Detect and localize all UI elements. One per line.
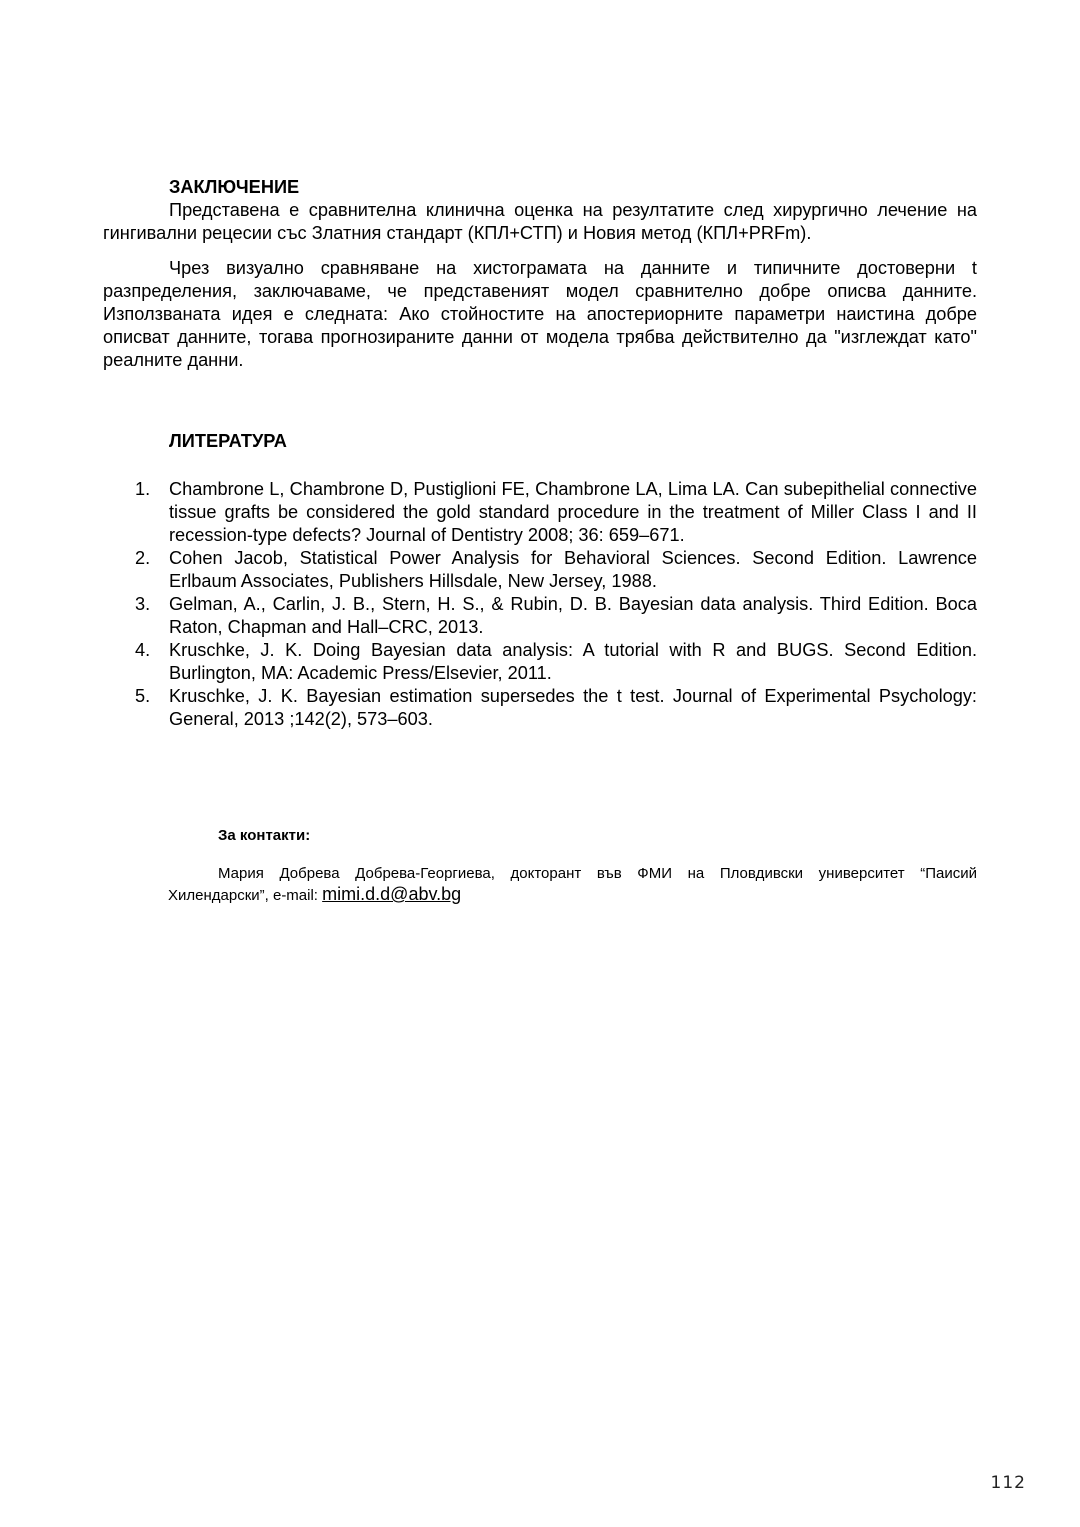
- reference-number: 2.: [135, 548, 151, 568]
- contacts-heading: За контакти:: [218, 827, 311, 844]
- reference-text: Kruschke, J. K. Bayesian estimation supersedes the t test. Journal of Experimental Psychology: General, 2013 ;142(2), 573–603.: [169, 686, 977, 729]
- reference-text: Chambrone L, Chambrone D, Pustiglioni FE, Chambrone LA, Lima LA. Can subepithelial connective tissue grafts be considered the gold standard procedure in the treatment of Miller Class I and II recession-type defects? Journal of Dentistry 2008; 36: 659–671.: [169, 479, 977, 545]
- contacts-section: [168, 826, 977, 906]
- reference-item: [103, 593, 977, 639]
- conclusion-paragraph-1: Представена е сравнителна клинична оценка на резултатите след хирургично лечение на гингивални рецесии със Златния стандарт (КПЛ+СТП) и Новия метод (КПЛ+PRFm).: [103, 200, 977, 243]
- contacts-body: Мария Добрева Добрева-Георгиева, докторант във ФМИ на Пловдивски университет “Паисий Хилендарски”, e-mail:: [168, 865, 977, 904]
- reference-number: 5.: [135, 686, 151, 706]
- reference-number: 4.: [135, 640, 151, 660]
- reference-item: [103, 685, 977, 731]
- reference-text: Gelman, A., Carlin, J. B., Stern, H. S., & Rubin, D. B. Bayesian data analysis. Third Edition. Boca Raton, Chapman and Hall–CRC, 2013.: [169, 594, 977, 637]
- reference-item: [103, 547, 977, 593]
- reference-text: Cohen Jacob, Statistical Power Analysis for Behavioral Sciences. Second Edition. Lawrence Erlbaum Associates, Publishers Hillsdale, New Jersey, 1988.: [169, 548, 977, 591]
- reference-item: [103, 639, 977, 685]
- reference-number: 1.: [135, 479, 151, 499]
- reference-item: [103, 478, 977, 547]
- reference-list: [103, 478, 977, 731]
- email-link[interactable]: mimi.d.d@abv.bg: [322, 884, 462, 904]
- conclusion-paragraph-2: Чрез визуално сравняване на хистограмата на данните и типичните достоверни t разпределения, заключаваме, че представеният модел сравнително добре описва данните. Използваната идея е следната: Ако стойностите на апостериорните параметри наистина добре описват данните, тогава прогнозираните данни от модела трябва действително да "изглеждат като" реалните данни.: [103, 258, 977, 370]
- page-number: 112: [990, 1473, 1026, 1493]
- main-content: [103, 176, 977, 731]
- contacts-text: [168, 864, 977, 906]
- conclusion-heading: ЗАКЛЮЧЕНИЕ: [169, 177, 300, 197]
- literature-heading: ЛИТЕРАТУРА: [169, 431, 287, 451]
- reference-text: Kruschke, J. K. Doing Bayesian data analysis: A tutorial with R and BUGS. Second Edition. Burlington, MA: Academic Press/Elsevier, 2011.: [169, 640, 977, 683]
- reference-number: 3.: [135, 594, 151, 614]
